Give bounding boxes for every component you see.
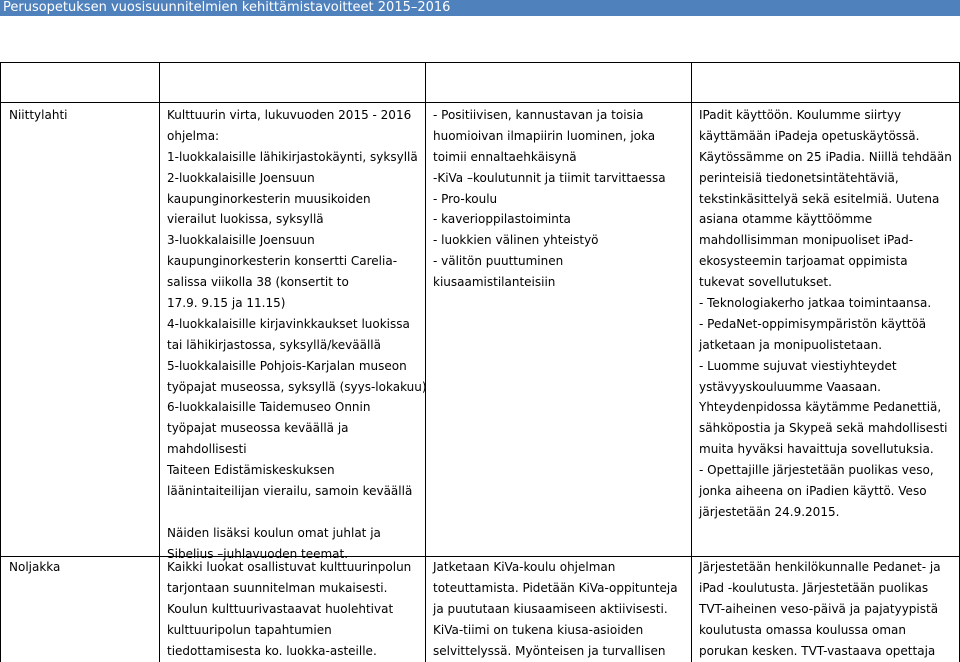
text-line: kaupunginorkesterin muusikoiden [167, 191, 371, 206]
text-line: 3-luokkalaisille Joensuun [167, 233, 315, 248]
text-line: porukan kesken. TVT-vastaava opettaja [699, 643, 936, 658]
text-line: KiVa-tiimi on tukena kiusa-asioiden [433, 622, 644, 637]
text-line: tukevat sovellutukset. [699, 275, 832, 290]
text-line: tarjontaan suunnitelman mukaisesti. [167, 580, 388, 595]
text-line: kulttuuripolun tapahtumien [167, 622, 332, 637]
school-name: Niittylahti [9, 108, 68, 122]
text-line: - Opettajille järjestetään puolikas veso, [699, 463, 934, 478]
text-line: käyttämään iPadeja opetuskäytössä. [699, 128, 920, 143]
wellbeing-cell [433, 105, 666, 293]
text-line: ja puututaan kiusaamiseen aktiivisesti. [433, 601, 668, 616]
text-line: -KiVa –koulutunnit ja tiimit tarvittaessa [433, 170, 666, 185]
text-line: Taiteen Edistämiskeskuksen [167, 463, 335, 478]
text-line: 1-luokkalaisille lähikirjastokäynti, syksyllä [167, 149, 418, 164]
text-line: iPad -koulutusta. Järjestetään puolikas [699, 580, 929, 595]
text-line: asiana otamme käyttöömme [699, 212, 873, 227]
text-line: Jatketaan KiVa-koulu ohjelman [433, 560, 616, 574]
text-line: läänintaiteilijan vierailu, samoin keväällä [167, 484, 413, 499]
text-line: jonka aiheena on iPadien käyttö. Veso [699, 484, 927, 499]
text-line: työpajat museossa keväällä ja [167, 421, 349, 436]
text-line: - Positiivisen, kannustavan ja toisia [433, 108, 644, 122]
text-line: ekosysteemin tarjoamat oppimista [699, 254, 908, 269]
text-line: Kulttuurin virta, lukuvuoden 2015 - 2016 [167, 108, 412, 122]
text-line: mahdollisesti [167, 442, 247, 457]
text-line: salissa viikolla 38 (konsertit to [167, 275, 349, 290]
table-border-left [0, 62, 1, 662]
document-title: Perusopetuksen vuosisuunnitelmien kehittämistavoitteet 2015–2016 [3, 0, 451, 15]
text-line: koulutusta omassa koulussa oman [699, 622, 906, 637]
table-border-top [0, 62, 960, 63]
text-line: vierailut luokissa, syksyllä [167, 212, 324, 227]
text-line: tiedottamisesta ko. luokka-asteille. [167, 643, 377, 658]
text-line: muita hyväksi havaittuja sovellutuksia. [699, 442, 934, 457]
text-line: - välitön puuttuminen [433, 254, 564, 269]
text-line: jatketaan ja monipuolistetaan. [699, 337, 883, 352]
text-line: - PedaNet-oppimisympäristön käyttöä [699, 316, 927, 331]
text-line: Yhteydenpidossa käytämme Pedanettiä, [699, 400, 942, 415]
text-line: Käytössämme on 25 iPadia. Niillä tehdään [699, 149, 952, 164]
text-line: tai lähikirjastossa, syksyllä/keväällä [167, 337, 381, 352]
text-line: - kaverioppilastoiminta [433, 212, 571, 227]
text-line: - Teknologiakerho jatkaa toimintaansa. [699, 296, 932, 311]
culture-cell [167, 557, 411, 661]
text-line: ystävyyskouluumme Vaasaan. [699, 379, 881, 394]
text-line: Kaikki luokat osallistuvat kulttuurinpolun [167, 560, 412, 574]
text-line: ohjelma: [167, 128, 220, 143]
text-line: perinteisiä tiedonetsintätehtäviä, [699, 170, 899, 185]
text-line: 6-luokkalaisille Taidemuseo Onnin [167, 400, 371, 415]
text-line: 17.9. 9.15 ja 11.15) [167, 296, 286, 311]
text-line: Sibelius –juhlavuoden teemat. [167, 546, 349, 561]
technology-cell [699, 557, 941, 661]
table-border-col3 [691, 62, 692, 662]
text-line: kaupunginorkesterin konsertti Carelia- [167, 254, 398, 269]
text-line: IPadit käyttöön. Koulumme siirtyy [699, 108, 902, 122]
text-line: sähköpostia ja Skypeä sekä mahdollisesti [699, 421, 948, 436]
text-line: - Pro-koulu [433, 191, 498, 206]
table-border-row1 [0, 102, 960, 103]
text-line: Näiden lisäksi koulun omat juhlat ja [167, 525, 381, 540]
text-line: järjestetään 24.9.2015. [699, 504, 840, 519]
text-line: toimii ennaltaehkäisynä [433, 149, 577, 164]
text-line: Järjestetään henkilökunnalle Pedanet- ja [699, 560, 941, 574]
text-line: 2-luokkalaisille Joensuun [167, 170, 315, 185]
text-line: tekstinkäsittelyä sekä esitelmiä. Uutena [699, 191, 940, 206]
text-line: työpajat museossa, syksyllä (syys-lokakuu) [167, 379, 427, 394]
text-line: - Luomme sujuvat viestiyhteydet [699, 358, 897, 373]
text-line: toteuttamista. Pidetään KiVa-oppitunteja [433, 580, 678, 595]
culture-cell [167, 105, 427, 565]
text-line: 4-luokkalaisille kirjavinkkaukset luokissa [167, 316, 410, 331]
text-line: - luokkien välinen yhteistyö [433, 233, 599, 248]
text-line [167, 502, 427, 523]
wellbeing-cell [433, 557, 678, 661]
text-line: mahdollisimman monipuoliset iPad- [699, 233, 914, 248]
school-name: Noljakka [9, 560, 61, 574]
text-line: Koulun kulttuurivastaavat huolehtivat [167, 601, 394, 616]
text-line: 5-luokkalaisille Pohjois-Karjalan museon [167, 358, 407, 373]
text-line: huomioivan ilmapiirin luominen, joka [433, 128, 656, 143]
text-line: kiusaamistilanteisiin [433, 275, 556, 290]
text-line: selvittelyssä. Myönteisen ja turvallisen [433, 643, 666, 658]
text-line: TVT-aiheinen veso-päivä ja pajatyypistä [699, 601, 939, 616]
document-header [0, 0, 960, 16]
table-border-col1 [159, 62, 160, 662]
technology-cell [699, 105, 952, 523]
